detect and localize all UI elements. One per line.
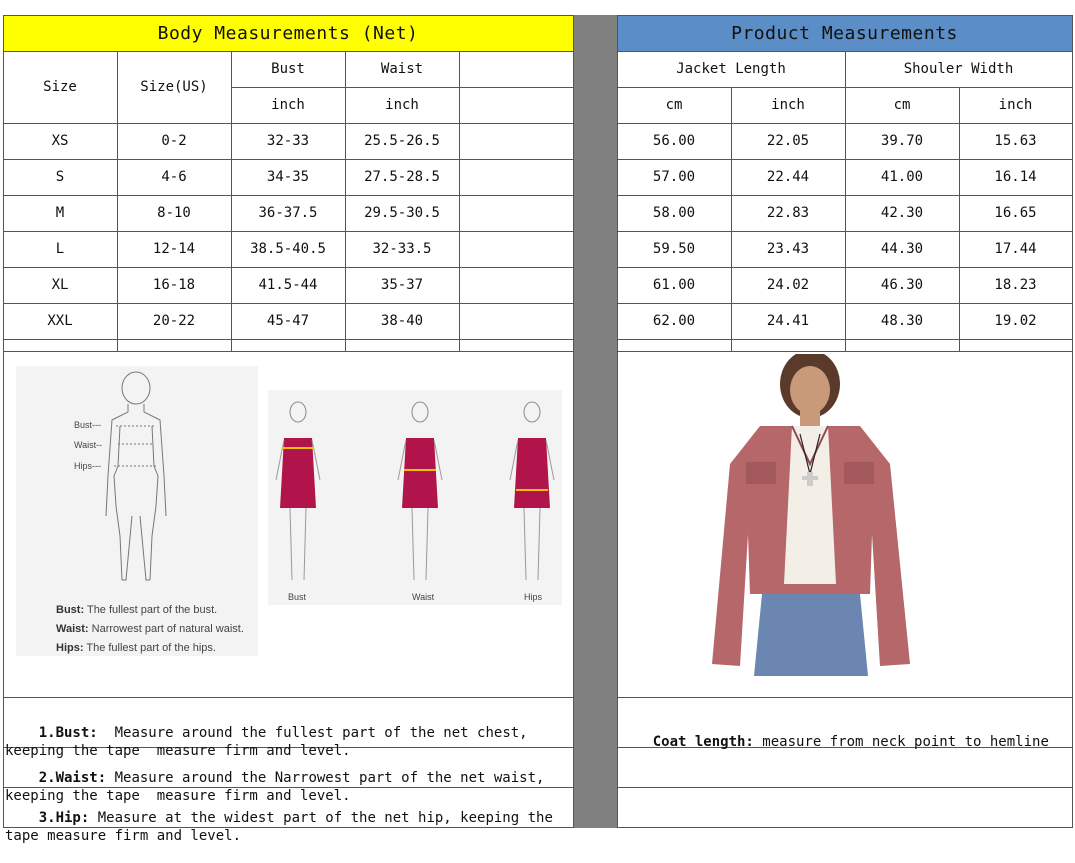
cell-waist: 35-37 [380, 277, 424, 293]
grid-line [3, 339, 573, 340]
cell-jl-in: 23.43 [766, 241, 810, 257]
figure-head [412, 402, 428, 422]
grid-line [617, 787, 1072, 788]
cell-sw-cm: 42.30 [880, 205, 924, 221]
label-bust: Bust--- [74, 420, 101, 430]
cell-waist: 29.5-30.5 [364, 205, 440, 221]
cell-sw-cm: 46.30 [880, 277, 924, 293]
cell-jl-cm: 56.00 [652, 133, 696, 149]
cell-size: S [55, 169, 65, 185]
cell-jl-in: 24.41 [766, 313, 810, 329]
legend-hips: Hips: The fullest part of the hips. [56, 642, 216, 654]
cell-jl-cm: 57.00 [652, 169, 696, 185]
note-coat-length: Coat length: measure from neck point to hemline [652, 734, 1049, 750]
grid-line [459, 51, 460, 351]
cell-jl-in: 24.02 [766, 277, 810, 293]
col-jacket-length: Jacket Length [676, 61, 786, 77]
cell-size: XXL [47, 313, 73, 329]
col-size-us: Size(US) [140, 79, 208, 95]
cell-jl-cm: 62.00 [652, 313, 696, 329]
grid-line [3, 231, 573, 232]
col-waist-unit: inch [385, 97, 419, 113]
cell-bust: 38.5-40.5 [250, 241, 326, 257]
cell-sw-in: 18.23 [994, 277, 1037, 293]
col-jl-cm: cm [665, 97, 683, 113]
col-shoulder-width: Shouler Width [903, 61, 1014, 77]
note-hip: 3.Hip: Measure at the widest part of the net hip, keeping the tape measure firm and level. [5, 810, 562, 844]
cell-waist: 25.5-26.5 [364, 133, 440, 149]
cell-bust: 32-33 [266, 133, 310, 149]
cell-size: XL [51, 277, 69, 293]
grid-line [573, 15, 574, 828]
figure-dress [514, 438, 550, 508]
cell-jl-in: 22.44 [766, 169, 810, 185]
cell-sw-in: 17.44 [994, 241, 1037, 257]
figure-head [524, 402, 540, 422]
note-bust: 1.Bust: Measure around the fullest part of the net chest, keeping the tape measure firm and level. [5, 725, 537, 759]
grid-line [3, 195, 573, 196]
caption-hips: Hips [524, 592, 543, 602]
col-bust: Bust [271, 61, 305, 77]
divider-column [573, 15, 617, 828]
grid-line [231, 87, 573, 88]
label-hips: Hips--- [74, 461, 101, 471]
cell-us: 0-2 [161, 133, 187, 149]
body-measurements-header: Body Measurements (Net) [3, 15, 573, 51]
grid-line [617, 827, 1072, 828]
grid-line [617, 697, 1072, 698]
cell-bust: 34-35 [266, 169, 310, 185]
caption-bust: Bust [288, 592, 307, 602]
grid-line [117, 51, 118, 351]
cell-sw-in: 16.14 [994, 169, 1037, 185]
grid-line [731, 87, 732, 351]
cell-sw-cm: 44.30 [880, 241, 924, 257]
jacket-model-image [700, 354, 930, 676]
cell-waist: 38-40 [380, 313, 424, 329]
col-bust-unit: inch [271, 97, 305, 113]
grid-line [231, 51, 232, 351]
cell-us: 20-22 [152, 313, 196, 329]
legend-bust: Bust: The fullest part of the bust. [56, 604, 218, 616]
cell-waist: 32-33.5 [372, 241, 432, 257]
grid-line [3, 51, 573, 52]
cell-sw-in: 16.65 [994, 205, 1037, 221]
grid-line [3, 267, 573, 268]
col-sw-cm: cm [893, 97, 911, 113]
dress-figures [268, 390, 562, 605]
product-photo [700, 354, 930, 676]
grid-line [3, 15, 4, 828]
grid-line [3, 697, 573, 698]
product-measurements-header: Product Measurements [617, 15, 1072, 51]
col-sw-inch: inch [998, 97, 1033, 113]
cell-bust: 36-37.5 [258, 205, 318, 221]
figure-head [290, 402, 306, 422]
note-waist: 2.Waist: Measure around the Narrowest part of the net waist, keeping the tape measure firm and level. [5, 770, 553, 804]
cell-us: 16-18 [152, 277, 196, 293]
caption-waist: Waist [412, 592, 435, 602]
cell-sw-in: 19.02 [994, 313, 1037, 329]
grid-line [3, 123, 573, 124]
cell-jl-cm: 59.50 [652, 241, 696, 257]
grid-line [617, 15, 618, 828]
grid-line [959, 87, 960, 351]
grid-line [1072, 15, 1073, 828]
cell-jl-in: 22.83 [766, 205, 810, 221]
cell-us: 4-6 [161, 169, 187, 185]
col-waist: Waist [380, 61, 424, 77]
cell-sw-cm: 41.00 [880, 169, 924, 185]
grid-line [3, 303, 573, 304]
cell-sw-cm: 39.70 [880, 133, 924, 149]
cell-us: 12-14 [152, 241, 196, 257]
cell-us: 8-10 [157, 205, 191, 221]
grid-line [845, 51, 846, 351]
grid-line [3, 351, 573, 352]
grid-line [3, 15, 573, 16]
figure-dress [402, 438, 438, 508]
cell-size: M [55, 205, 65, 221]
body-outline-illustration [16, 366, 258, 656]
legend-waist: Waist: Narrowest part of natural waist. [56, 623, 244, 635]
cell-jl-cm: 61.00 [652, 277, 696, 293]
grid-line [3, 159, 573, 160]
cell-bust: 41.5-44 [258, 277, 318, 293]
label-waist: Waist-- [74, 440, 103, 450]
cell-size: L [55, 241, 65, 257]
grid-line [617, 15, 1072, 16]
grid-line [345, 51, 346, 351]
col-size: Size [43, 79, 77, 95]
grid-line [617, 351, 1072, 352]
cell-waist: 27.5-28.5 [364, 169, 440, 185]
dress-measure-illustration [268, 390, 562, 605]
cell-jl-cm: 58.00 [652, 205, 696, 221]
col-jl-inch: inch [771, 97, 805, 113]
cell-size: XS [51, 133, 69, 149]
cell-sw-in: 15.63 [994, 133, 1037, 149]
cell-bust: 45-47 [266, 313, 310, 329]
cell-sw-cm: 48.30 [880, 313, 924, 329]
cell-jl-in: 22.05 [766, 133, 810, 149]
